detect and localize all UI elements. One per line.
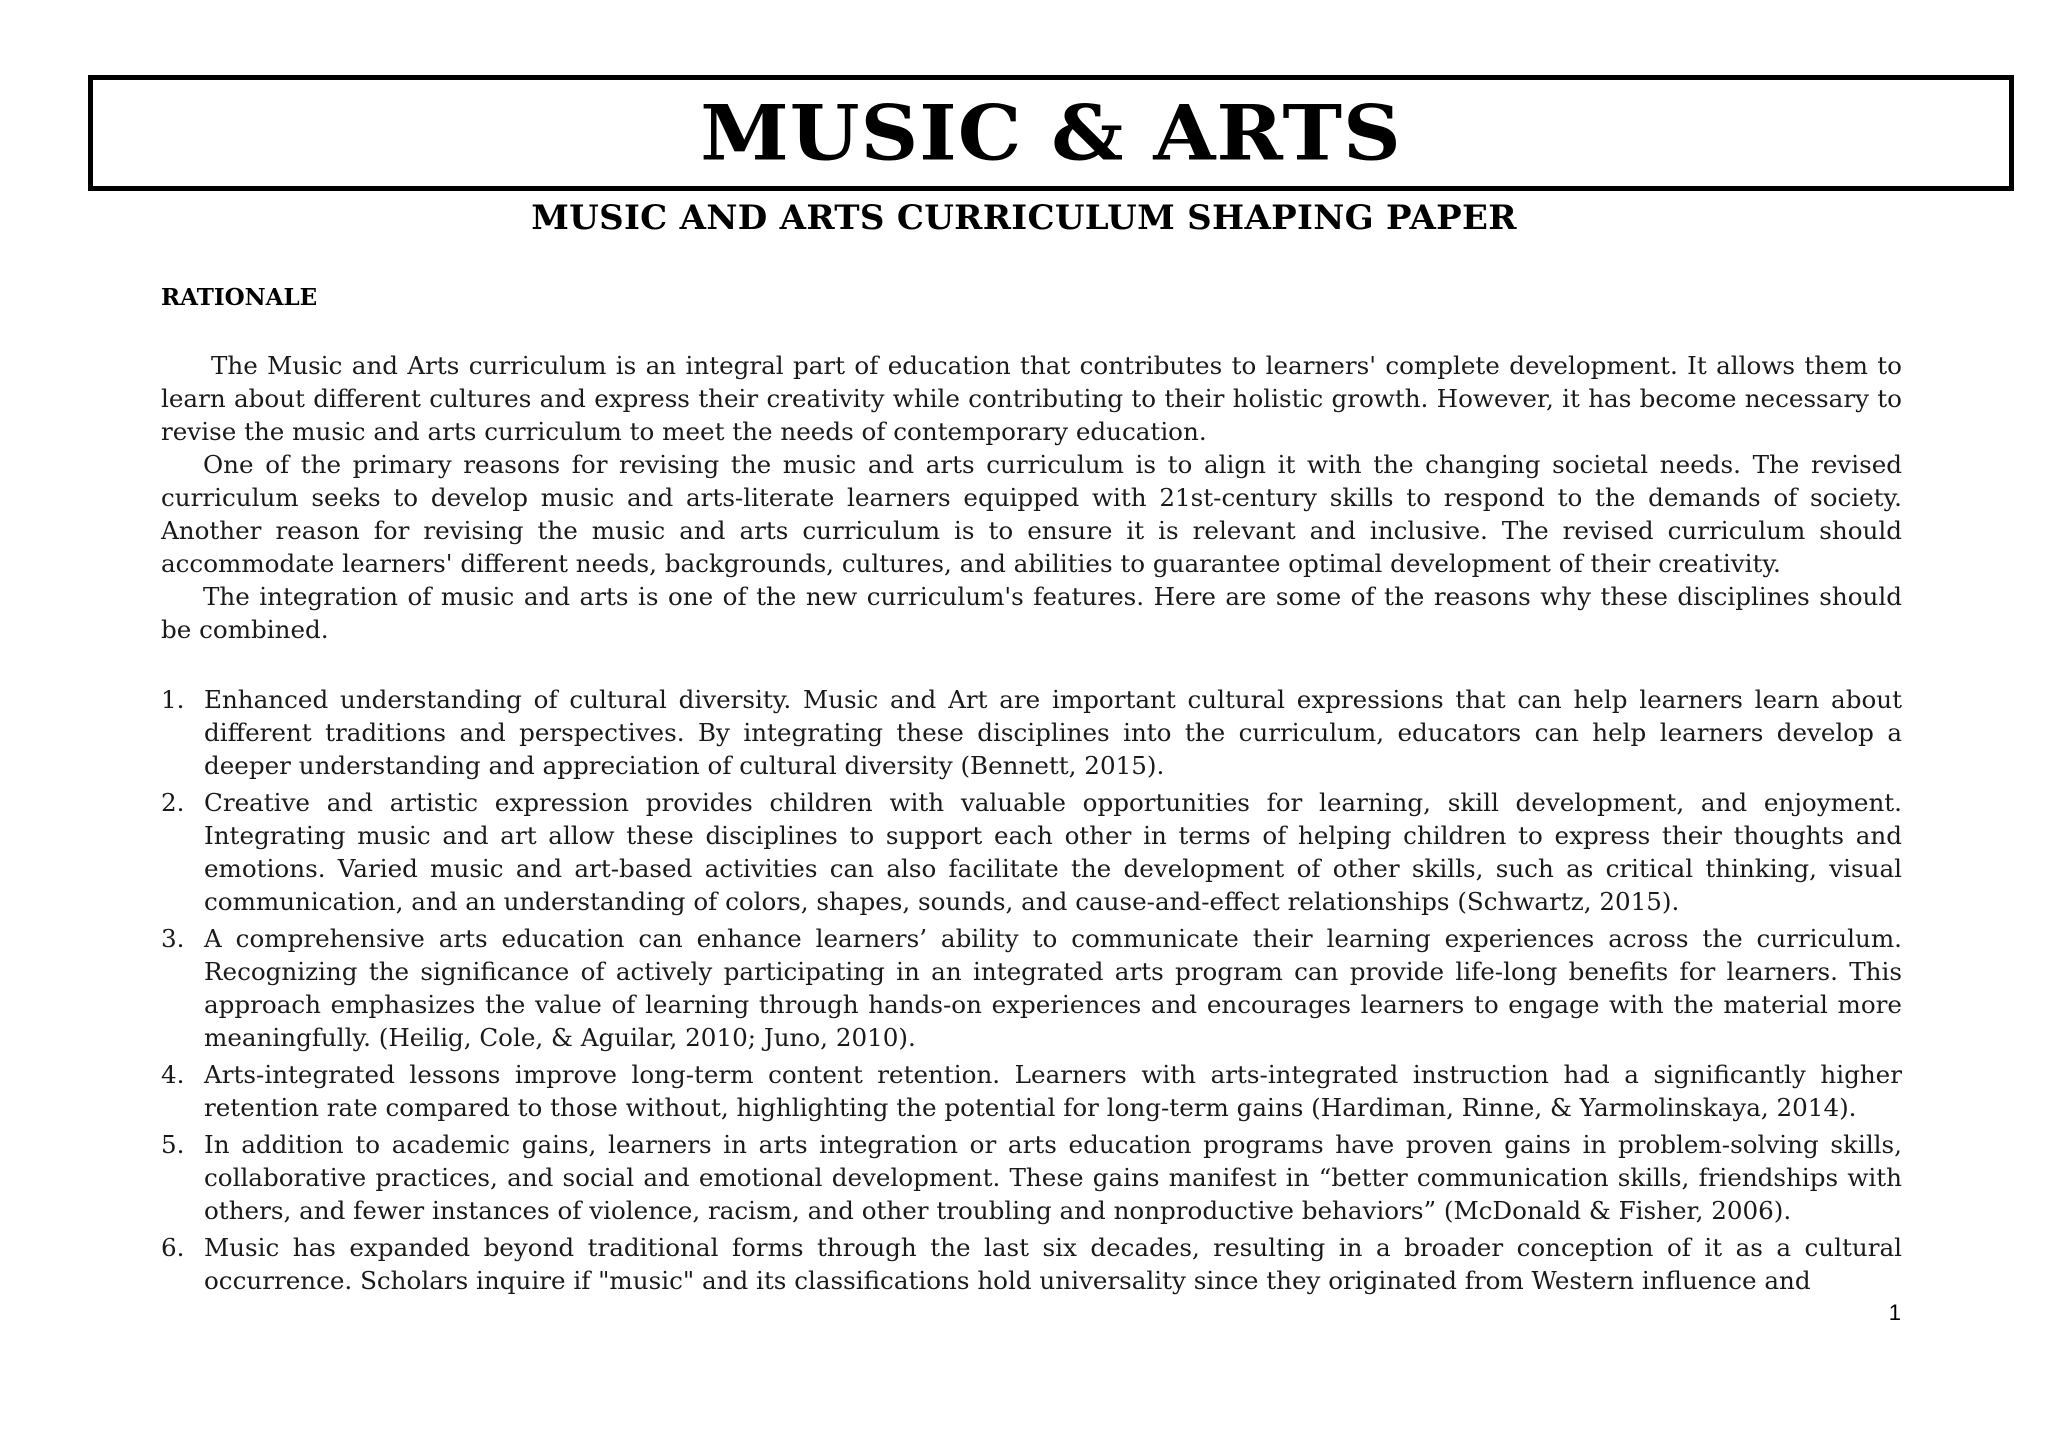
list-item-number: 2. — [161, 788, 185, 817]
document-subtitle: MUSIC AND ARTS CURRICULUM SHAPING PAPER — [531, 198, 1517, 238]
reasons-list — [161, 683, 1902, 1301]
list-item-number: 5. — [161, 1130, 185, 1159]
list-item — [161, 1058, 1902, 1124]
list-item-text: Music has expanded beyond traditional forms through the last six decades, resulting in a broader conception of it as a cultural occurrence. Scholars inquire if "music" and its classifications hold universality since they originated from Western influence and — [204, 1233, 1902, 1295]
list-item — [161, 683, 1902, 782]
list-item-text: In addition to academic gains, learners in arts integration or arts education programs have proven gains in problem-solving skills, collaborative practices, and social and emotional development. These gains manifest in “better communication skills, friendships with others, and fewer instances of violence, racism, and other troubling and nonproductive behaviors” (McDonald & Fisher, 2006). — [204, 1130, 1902, 1225]
rationale-paragraph-1: The Music and Arts curriculum is an integral part of education that contributes to learners' complete development. It allows them to learn about different cultures and express their creativity while contributing to their holistic growth. However, it has become necessary to revise the music and arts curriculum to meet the needs of contemporary education. — [161, 351, 1902, 446]
list-item-number: 3. — [161, 924, 185, 953]
list-item-text: Arts-integrated lessons improve long-term content retention. Learners with arts-integrated instruction had a significantly higher retention rate compared to those without, highlighting the potential for long-term gains (Hardiman, Rinne, & Yarmolinskaya, 2014). — [204, 1060, 1902, 1122]
rationale-paragraph-2: One of the primary reasons for revising the music and arts curriculum is to align it with the changing societal needs. The revised curriculum seeks to develop music and arts-literate learners equipped with 21st-century skills to respond to the demands of society. Another reason for revising the music and arts curriculum is to ensure it is relevant and inclusive. The revised curriculum should accommodate learners' different needs, backgrounds, cultures, and abilities to guarantee optimal development of their creativity. — [161, 450, 1902, 578]
list-item-text: A comprehensive arts education can enhance learners’ ability to communicate their learning experiences across the curriculum. Recognizing the significance of actively participating in an integrated arts program can provide life-long benefits for learners. This approach emphasizes the value of learning through hands-on experiences and encourages learners to engage with the material more meaningfully. (Heilig, Cole, & Aguilar, 2010; Juno, 2010). — [204, 924, 1902, 1052]
list-item — [161, 786, 1902, 918]
list-item — [161, 1231, 1902, 1297]
document-title: MUSIC & ARTS — [700, 88, 1402, 178]
list-item-text: Enhanced understanding of cultural diversity. Music and Art are important cultural expressions that can help learners learn about different traditions and perspectives. By integrating these disciplines into the curriculum, educators can help learners develop a deeper understanding and appreciation of cultural diversity (Bennett, 2015). — [204, 685, 1902, 780]
list-item — [161, 1128, 1902, 1227]
list-item-number: 6. — [161, 1233, 185, 1262]
rationale-paragraph-3: The integration of music and arts is one of the new curriculum's features. Here are some of the reasons why these disciplines should be combined. — [161, 582, 1902, 644]
list-item-text: Creative and artistic expression provides children with valuable opportunities for learning, skill development, and enjoyment. Integrating music and art allow these disciplines to support each other in terms of helping children to express their thoughts and emotions. Varied music and art-based activities can also facilitate the development of other skills, such as critical thinking, visual communication, and an understanding of colors, shapes, sounds, and cause-and-effect relationships (Schwartz, 2015). — [204, 788, 1902, 916]
section-heading-rationale: RATIONALE — [161, 284, 318, 311]
list-item-number: 1. — [161, 685, 185, 714]
list-item-number: 4. — [161, 1060, 185, 1089]
list-item — [161, 922, 1902, 1054]
title-box — [88, 75, 2014, 191]
page-number: 1 — [1888, 1300, 1901, 1325]
